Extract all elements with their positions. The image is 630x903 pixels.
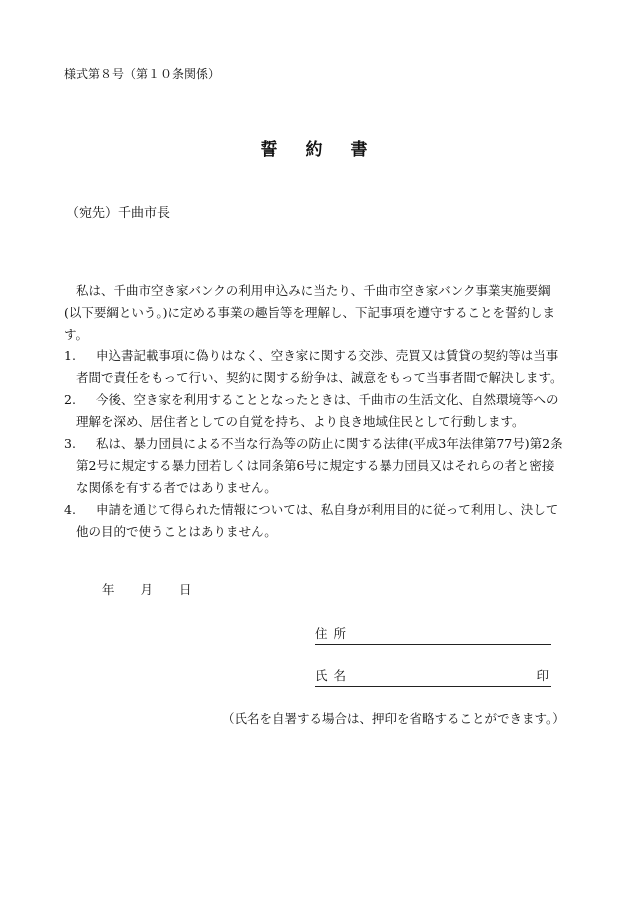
form-number: 様式第８号（第１０条関係） (64, 67, 221, 81)
pledge-items (64, 345, 566, 543)
item-number: 3. (64, 436, 76, 451)
item-text: 申請を通じて得られた情報については、私自身が利用目的に従って利用し、決して他の目的で使うことはありません。 (76, 502, 559, 539)
date-line (102, 582, 218, 598)
item-text: 私は、暴力団員による不当な行為等の防止に関する法律(平成3年法律第77号)第2条第2号に規定する暴力団若しくは同条第6号に規定する暴力団員又はそれらの者と密接な関係を有する者ではありません。 (76, 436, 563, 495)
pledge-item (64, 389, 566, 433)
pledge-item (64, 433, 566, 499)
intro-paragraph: 私は、千曲市空き家バンクの利用申込みに当たり、千曲市空き家バンク事業実施要綱(以下要綱という。)に定める事業の趣旨等を理解し、下記事項を遵守することを誓約します。 (64, 283, 556, 342)
title-char-1: 誓 (260, 140, 280, 160)
addressee: （宛先）千曲市長 (66, 206, 171, 221)
signature-note: （氏名を自署する場合は、押印を省略することができます。） (222, 711, 565, 726)
item-number: 4. (64, 502, 76, 517)
date-day-label: 日 (179, 582, 192, 597)
seal-label: 印 (536, 668, 549, 683)
pledge-item (64, 499, 566, 543)
item-number: 2. (64, 392, 76, 407)
item-text: 申込書記載事項に偽りはなく、空き家に関する交渉、売買又は賃貸の契約等は当事者間で責任をもって行い、契約に関する紛争は、誠意をもって当事者間で解決します。 (76, 348, 563, 385)
date-month-label: 月 (140, 582, 154, 597)
item-text: 今後、空き家を利用することとなったときは、千曲市の生活文化、自然環境等への理解を深め、居住者としての自覚を持ち、より良き地域住民として行動します。 (76, 392, 559, 429)
name-field[interactable] (315, 668, 551, 687)
document-title (0, 140, 630, 160)
pledge-item (64, 345, 566, 389)
address-label: 住所 (315, 626, 353, 641)
title-char-3: 書 (350, 140, 370, 160)
date-year-label: 年 (102, 582, 115, 597)
item-number: 1. (64, 348, 76, 363)
address-field[interactable] (315, 626, 551, 645)
title-char-2: 約 (305, 140, 325, 160)
name-label: 氏名 (315, 668, 353, 683)
